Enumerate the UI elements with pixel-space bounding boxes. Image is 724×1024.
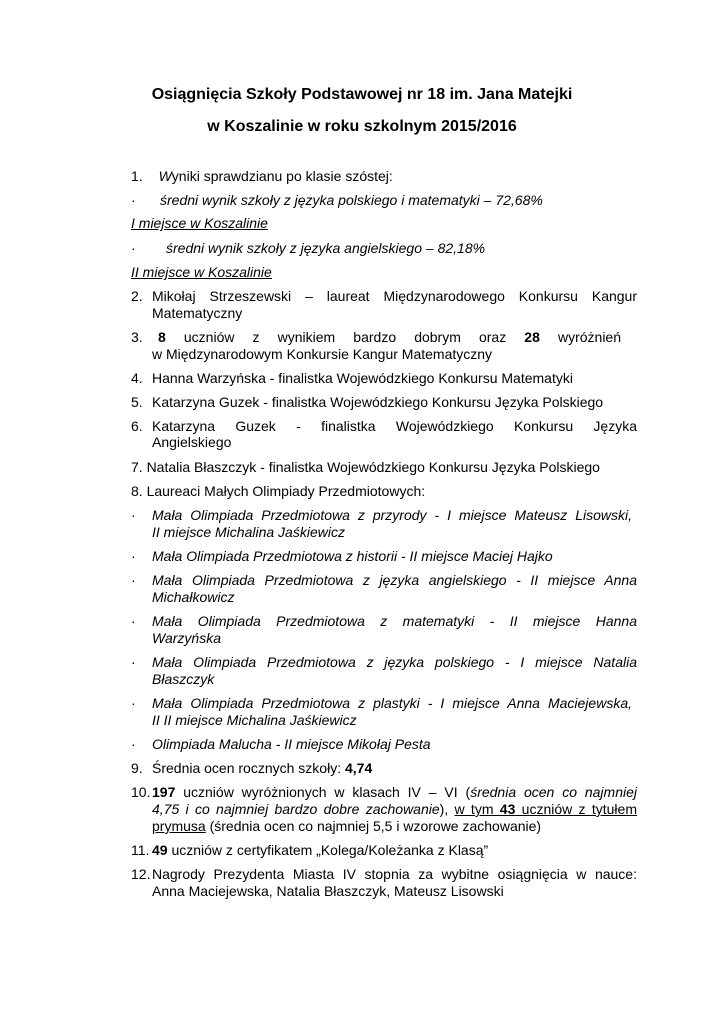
item-7: 7. Natalia Błaszczyk - finalistka Wojewódzkiego Konkursu Języka Polskiego (131, 459, 600, 475)
item-1-bullet-1: średni wynik szkoły z języka polskiego i matematyki – 72,68% (160, 192, 543, 208)
item-8-bullet-1-line-1: Mała Olimpiada Przedmiotowa z przyrody - I miejsce Mateusz Lisowski, (152, 507, 632, 523)
item-3-line-2: w Międzynarodowym Konkursie Kangur Matematyczny (152, 346, 493, 362)
item-1 (131, 168, 393, 185)
bullet-marker: · (131, 613, 136, 629)
item-8-bullet-7: Olimpiada Malucha - II miejsce Mikołaj Pesta (152, 736, 431, 752)
item-8-bullet-4-line-2: Warzyńska (152, 630, 221, 646)
bullet-marker: · (131, 695, 136, 711)
item-6-line-1: Katarzyna Guzek - finalistka Wojewódzkiego Konkursu Języka (152, 418, 637, 434)
item-number: 1. (131, 168, 143, 184)
bullet-marker: · (131, 736, 136, 752)
item-10-line-3: prymusa (średnia ocen co najmniej 5,5 i wzorowe zachowanie) (152, 818, 542, 834)
item-1-bullet-2-place: II miejsce w Koszalinie (131, 264, 272, 280)
item-8-bullet-6-line-1: Mała Olimpiada Przedmiotowa z plastyki - I miejsce Anna Maciejewska, (152, 695, 632, 711)
item-8-bullet-6-line-2: II II miejsce Michalina Jaśkiewicz (152, 712, 357, 728)
bullet-marker: · (131, 507, 136, 523)
item-2-line-1: Mikołaj Strzeszewski – laureat Międzynarodowego Konkursu Kangur (152, 288, 637, 304)
item-number: 9. (131, 760, 143, 776)
bullet-marker: · (131, 654, 136, 670)
item-10-line-2: 4,75 i co najmniej bardzo dobre zachowanie), w tym 43 uczniów z tytułem (152, 801, 637, 817)
item-1-bullet-1-place: I miejsce w Koszalinie (131, 215, 268, 231)
bullet-marker: · (131, 548, 136, 564)
item-2-line-2: Matematyczny (152, 305, 243, 321)
item-8-bullet-3-line-2: Michałkowicz (152, 589, 235, 605)
item-12-line-1: Nagrody Prezydenta Miasta IV stopnia za wybitne osiągnięcia w nauce: (152, 866, 637, 882)
item-number: 3. (131, 329, 143, 345)
bullet-marker: · (131, 572, 136, 588)
item-number: 10. (131, 784, 151, 800)
item-1-head-initial: W (158, 168, 172, 184)
item-6-line-2: Angielskiego (152, 434, 232, 450)
item-number: 4. (131, 370, 143, 386)
item-8-bullet-5-line-1: Mała Olimpiada Przedmiotowa z języka polskiego - I miejsce Natalia (152, 654, 637, 670)
item-number: 6. (131, 418, 143, 434)
item-number: 11. (131, 842, 150, 858)
document-title-line-1: Osiągnięcia Szkoły Podstawowej nr 18 im. Jana Matejki (151, 86, 573, 103)
item-9: Średnia ocen rocznych szkoły: 4,74 (152, 760, 373, 776)
item-3-line-1: 8 uczniów z wynikiem bardzo dobrym oraz 28 wyróżnień (158, 329, 621, 345)
item-10-prymus-count: 43 (499, 801, 516, 817)
bullet-marker: · (131, 192, 136, 208)
item-10-count: 197 (152, 784, 176, 800)
item-5: Katarzyna Guzek - finalistka Wojewódzkiego Konkursu Języka Polskiego (152, 394, 604, 410)
item-number: 5. (131, 394, 143, 410)
bullet-marker: · (131, 240, 136, 256)
item-8: 8. Laureaci Małych Olimpiady Przedmiotowych: (131, 483, 426, 499)
item-11: 49 uczniów z certyfikatem „Kolega/Koleżanka z Klasą” (152, 842, 489, 858)
item-1-bullet-2: średni wynik szkoły z języka angielskiego – 82,18% (166, 240, 486, 256)
document-title-line-2: w Koszalinie w roku szkolnym 2015/2016 (207, 118, 517, 135)
item-4: Hanna Warzyńska - finalistka Wojewódzkiego Konkursu Matematyki (152, 370, 573, 386)
item-10-line-1: 197 uczniów wyróżnionych w klasach IV – VI (średnia ocen co najmniej (152, 784, 637, 800)
item-8-bullet-2: Mała Olimpiada Przedmiotowa z historii - II miejsce Maciej Hajko (152, 548, 553, 564)
item-3-count-1: 8 (158, 329, 166, 345)
item-12-line-2: Anna Maciejewska, Natalia Błaszczyk, Mateusz Lisowski (152, 883, 504, 899)
item-8-bullet-4-line-1: Mała Olimpiada Przedmiotowa z matematyki - II miejsce Hanna (152, 613, 637, 629)
certificate-count: 49 (152, 842, 168, 858)
item-1-head: yniki sprawdzianu po klasie szóstej: (171, 168, 393, 184)
item-number: 2. (131, 288, 143, 304)
item-8-bullet-1-line-2: II miejsce Michalina Jaśkiewicz (152, 524, 345, 540)
item-3-count-2: 28 (524, 329, 540, 345)
item-number: 12. (131, 866, 151, 882)
item-8-bullet-3-line-1: Mała Olimpiada Przedmiotowa z języka angielskiego - II miejsce Anna (152, 572, 637, 588)
item-8-bullet-5-line-2: Błaszczyk (152, 671, 215, 687)
school-average-value: 4,74 (344, 760, 373, 776)
